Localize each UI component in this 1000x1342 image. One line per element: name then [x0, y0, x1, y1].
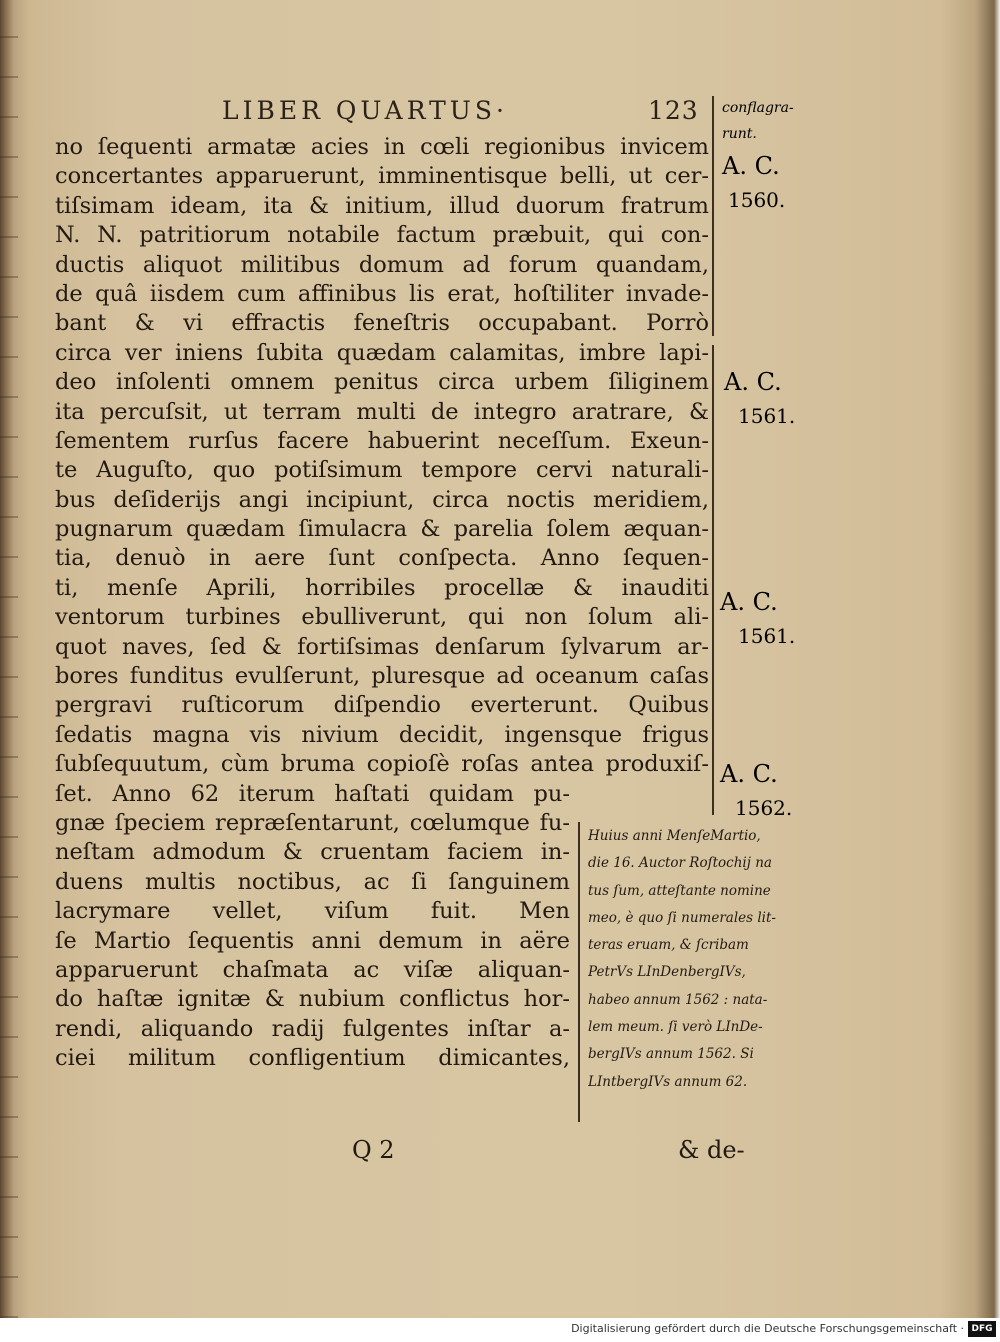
margin-rule	[712, 96, 714, 336]
footnote-line: meo, è quo ſi numerales lit-	[588, 909, 776, 926]
text-line: ti, menſe Aprili, horribiles procellæ & inauditi	[55, 574, 709, 601]
text-line: ſubſequutum, cùm bruma copioſè roſas antea produxiſ-	[55, 751, 709, 778]
text-line: ſedatis magna vis nivium decidit, ingensque frigus	[55, 721, 709, 748]
text-line: ſementem rurſus facere habuerint neceſſum. Exeun-	[55, 427, 709, 454]
margin-year-label: A. C.	[720, 588, 778, 616]
running-title: LIBER QUARTUS·	[222, 96, 508, 125]
text-line: bus deſiderijs angi incipiunt, circa noctis meridiem,	[55, 486, 709, 513]
text-line: ſet. Anno 62 iterum haſtati quidam pu-	[55, 780, 570, 807]
footer-credit: Digitalisierung gefördert durch die Deutsche Forschungsgemeinschaft ·	[571, 1322, 964, 1335]
text-line: N. N. patritiorum notabile factum præbuit, qui con-	[55, 222, 709, 249]
footnote-line: tus ſum, atteſtante nomine	[588, 882, 771, 899]
footnote-line: PetrVs LInDenbergIVs,	[588, 964, 746, 981]
text-line: ſe Martio ſequentis anni demum in aëre	[55, 927, 570, 954]
digitization-footer	[0, 1318, 1000, 1342]
text-line: rendi, aliquando radij fulgentes inſtar a-	[55, 1015, 570, 1042]
page-number: 123	[648, 96, 699, 125]
footnote-line: Huius anni MenſeMartio,	[588, 828, 761, 844]
text-line: bant & vi effractis feneſtris occupabant. Porrò	[55, 310, 709, 337]
footnote-rule	[578, 822, 580, 1122]
text-line: pergravi ruſticorum diſpendio everterunt. Quibus	[55, 692, 709, 719]
margin-year: 1561.	[738, 624, 796, 648]
footnote-line: bergIVs annum 1562. Si	[588, 1046, 754, 1063]
text-line: neſtam admodum & cruentam faciem in-	[55, 839, 570, 866]
text-line: ita percuſsit, ut terram multi de integro aratrare, &	[55, 398, 709, 425]
text-line: apparuerunt chaſmata ac viſæ aliquan-	[55, 956, 570, 983]
margin-note: runt.	[722, 126, 757, 142]
footnote-line: die 16. Auctor Roſtochij na	[588, 855, 772, 872]
text-line: deo inſolenti omnem penitus circa urbem ſiliginem	[55, 369, 709, 396]
footnote-line: teras eruam, & ſcribam	[588, 937, 749, 954]
margin-year-label: A. C.	[722, 152, 780, 180]
footnote-line: LIntbergIVs annum 62.	[588, 1073, 748, 1090]
text-line: ventorum turbines ebulliverunt, qui non ſolum ali-	[55, 604, 709, 631]
footnote-block	[588, 823, 828, 1096]
catchword: & de-	[678, 1136, 745, 1164]
signature-mark: Q 2	[352, 1136, 395, 1164]
text-line: pugnarum quædam ſimulacra & parelia ſolem æquan-	[55, 516, 709, 543]
text-line: quot naves, ſed & fortiſsimas denſarum ſylvarum ar-	[55, 633, 709, 660]
text-line: tia, denuò in aere ſunt conſpecta. Anno ſequen-	[55, 545, 709, 572]
dfg-logo: DFG	[968, 1321, 996, 1337]
text-line: te Auguſto, quo potiſsimum tempore cervi naturali-	[55, 457, 709, 484]
text-line: gnæ ſpeciem repræſentarunt, cœlumque fu-	[55, 809, 570, 836]
margin-rule	[712, 345, 714, 815]
text-line: de quâ iisdem cum affinibus lis erat, hoſtiliter invade-	[55, 280, 709, 307]
text-line: tiſsimam ideam, ita & initium, illud duorum fratrum	[55, 192, 709, 219]
page-binding-edge	[0, 0, 18, 1318]
footnote-line: habeo annum 1562 : nata-	[588, 991, 768, 1008]
margin-year-label: A. C.	[724, 368, 782, 396]
text-line: do haſtæ ignitæ & nubium conflictus hor-	[55, 986, 570, 1013]
margin-year: 1562.	[735, 796, 793, 820]
margin-note: conflagra-	[722, 100, 794, 116]
margin-year: 1560.	[728, 188, 786, 212]
text-line: ciei militum confligentium dimicantes,	[55, 1045, 570, 1072]
margin-year-label: A. C.	[720, 760, 778, 788]
text-line: concertantes apparuerunt, imminentisque belli, ut cer-	[55, 163, 709, 190]
text-line: duens multis noctibus, ac ſi ſanguinem	[55, 868, 570, 895]
text-line: circa ver iniens ſubita quædam calamitas, imbre lapi-	[55, 339, 709, 366]
text-line: lacrymare vellet, viſum fuit. Men	[55, 898, 570, 925]
text-line: ductis aliquot militibus domum ad forum quandam,	[55, 251, 709, 278]
text-line: bores funditus evulſerunt, pluresque ad oceanum caſas	[55, 663, 709, 690]
margin-year: 1561.	[738, 404, 796, 428]
footnote-line: lem meum. ſi verò LInDe-	[588, 1019, 763, 1036]
text-line: no ſequenti armatæ acies in cœli regionibus invicem	[55, 134, 709, 160]
